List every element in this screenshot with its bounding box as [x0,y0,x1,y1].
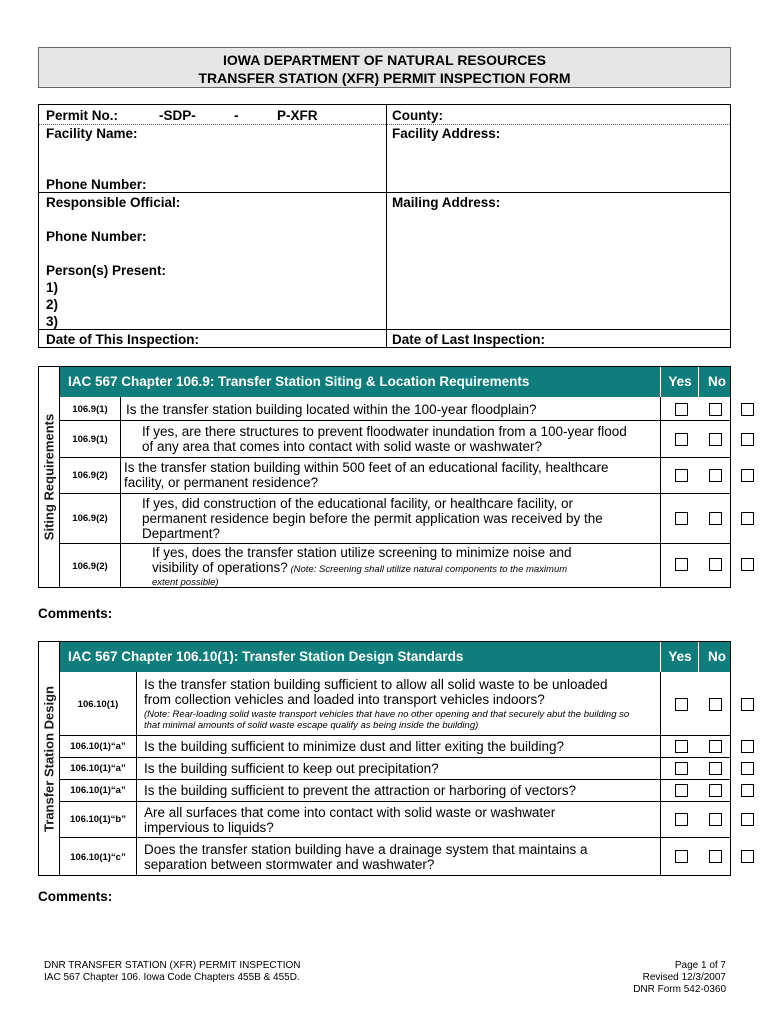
permit-no-label: Permit No.: [46,108,119,123]
question-text: Is the transfer station building within 500 feet of an educational facility, healthcare facility, or permanent residence? [124,460,609,490]
no-checkbox[interactable] [709,698,722,711]
row-question [144,674,634,734]
yes-checkbox[interactable] [675,762,688,775]
table-row [60,494,730,543]
row-citation: 106.10(1) [77,698,119,710]
na-checkbox[interactable] [741,740,754,753]
permit-pxfr-label: P-XFR [277,108,318,123]
question-text: If yes, did construction of the educational facility, or healthcare facility, or permanent residence begin before the permit application was received by the Department? [142,496,603,541]
question-text: Is the building sufficient to prevent the attraction or harboring of vectors? [144,783,576,798]
design-title: IAC 567 Chapter 106.10(1): Transfer Station Design Standards [68,649,464,664]
design-header [60,642,760,672]
table-row [60,399,730,419]
yes-checkbox[interactable] [675,698,688,711]
question-text: If yes, does the transfer station utilize screening to minimize noise and [152,544,572,560]
question-text: Is the transfer station building sufficient to allow all solid waste to be unloaded from collection vehicles and loaded into transport vehicles indoors? [144,677,608,707]
question-text: Is the building sufficient to keep out precipitation? [144,761,439,776]
yes-checkbox[interactable] [675,403,688,416]
official-phone-label: Phone Number: [46,229,147,244]
no-header: No [708,374,726,389]
divider [39,192,387,193]
mailing-address-label: Mailing Address: [392,195,501,210]
row-question [144,802,600,837]
row-question [144,780,634,801]
facility-info-box [38,104,731,348]
siting-side-text: Siting Requirements [41,413,57,541]
row-question [144,736,634,757]
row-citation: 106.9(1) [72,433,108,445]
table-row [60,544,730,588]
comments-label: Comments: [38,889,113,904]
na-checkbox[interactable] [741,512,754,525]
na-header: NA [740,649,760,664]
info-right-column [387,105,730,347]
design-side-label [38,641,59,876]
row-question [124,458,610,492]
question-note: (Note: Rear-loading solid waste transport vehicles that have no other opening and that securely abut the building so that minimal amounts of solid waste escape qualify as being inside the building) [144,709,630,731]
yes-checkbox[interactable] [675,469,688,482]
na-checkbox[interactable] [741,850,754,863]
header-divider [660,367,661,397]
table-row [60,736,730,757]
county-label: County: [392,108,443,123]
na-checkbox[interactable] [741,762,754,775]
row-citation: 106.9(2) [72,560,108,572]
date-last-inspection-label: Date of Last Inspection: [392,332,546,347]
footer-left [44,960,301,984]
question-text: visibility of operations? [152,559,288,575]
table-row [60,758,730,779]
siting-side-label [38,366,59,588]
question-text: Are all surfaces that come into contact with solid waste or washwater impervious to liquids? [144,804,556,835]
divider [387,124,730,125]
comments-label: Comments: [38,606,113,621]
design-table [59,641,760,876]
footer-right [633,960,726,996]
table-row [60,674,730,734]
row-citation: 106.9(2) [72,469,108,481]
header-divider [698,642,699,672]
form-title [38,47,731,88]
yes-header: Yes [668,649,692,664]
row-citation: 106.9(2) [72,513,108,524]
row-citation: 106.10(1)“c” [70,851,126,863]
na-checkbox[interactable] [741,433,754,446]
title-line-2: TRANSFER STATION (XFR) PERMIT INSPECTION FORM [198,70,571,86]
responsible-official-label: Responsible Official: [46,195,181,210]
siting-table [59,366,760,588]
footer-form-name: DNR TRANSFER STATION (XFR) PERMIT INSPECTION [44,960,301,971]
table-row [60,780,730,801]
na-checkbox[interactable] [741,469,754,482]
form-number: DNR Form 542-0360 [633,984,726,995]
facility-address-label: Facility Address: [392,126,501,141]
table-row [60,458,730,492]
table-row [60,421,730,457]
siting-title: IAC 567 Chapter 106.9: Transfer Station Siting & Location Requirements [68,374,530,389]
revised-date: Revised 12/3/2007 [642,972,726,983]
title-line-1: IOWA DEPARTMENT OF NATURAL RESOURCES [222,52,547,68]
no-checkbox[interactable] [709,469,722,482]
na-checkbox[interactable] [741,784,754,797]
na-checkbox[interactable] [741,698,754,711]
person-2-label: 2) [46,297,59,312]
row-question [142,421,634,457]
table-row [60,802,730,837]
person-1-label: 1) [46,280,59,295]
yes-checkbox[interactable] [675,558,688,571]
info-left-column [39,105,387,347]
no-header: No [708,649,726,664]
no-checkbox[interactable] [709,762,722,775]
na-checkbox[interactable] [741,558,754,571]
row-question [152,544,634,588]
footer-citation: IAC 567 Chapter 106. Iowa Code Chapters 455B & 455D. [44,972,300,983]
table-row [60,838,730,876]
no-checkbox[interactable] [709,433,722,446]
no-checkbox[interactable] [709,403,722,416]
design-side-text: Transfer Station Design [41,685,57,832]
yes-checkbox[interactable] [675,850,688,863]
no-checkbox[interactable] [709,850,722,863]
row-question [144,758,634,779]
permit-sdp-label: -SDP- [159,108,196,123]
yes-checkbox[interactable] [675,512,688,525]
yes-checkbox[interactable] [675,433,688,446]
permit-dash-label: - [234,108,239,123]
row-citation: 106.10(1)“a” [70,741,126,752]
no-checkbox[interactable] [709,813,722,826]
no-checkbox[interactable] [709,784,722,797]
question-text: Does the transfer station building have a drainage system that maintains a separation between stormwater and washwater? [144,842,588,872]
header-divider [660,642,661,672]
no-checkbox[interactable] [709,512,722,525]
row-question [144,838,620,876]
siting-header [60,367,760,397]
date-this-inspection-label: Date of This Inspection: [46,332,200,347]
no-checkbox[interactable] [709,558,722,571]
row-citation: 106.10(1)“a” [70,763,126,774]
question-text: Is the transfer station building located within the 100-year floodplain? [126,401,537,417]
yes-checkbox[interactable] [675,784,688,797]
phone-number-label: Phone Number: [46,177,147,192]
row-citation: 106.10(1)“a” [70,785,126,796]
divider [39,329,730,330]
row-question [126,399,634,419]
yes-checkbox[interactable] [675,740,688,753]
design-section [38,641,760,876]
divider [387,192,730,193]
facility-name-label: Facility Name: [46,126,138,141]
row-question [142,494,634,543]
yes-header: Yes [668,374,692,389]
no-checkbox[interactable] [709,740,722,753]
row-citation: 106.9(1) [72,403,108,415]
siting-section [38,366,760,588]
question-note: (Note: Screening shall utilize natural components to the maximum [287,563,568,575]
question-text: Is the building sufficient to minimize dust and litter exiting the building? [144,739,564,754]
yes-checkbox[interactable] [675,813,688,826]
header-divider [698,367,699,397]
na-header: NA [740,374,760,389]
persons-present-label: Person(s) Present: [46,263,167,278]
question-note: extent possible) [152,576,219,588]
row-citation: 106.10(1)“b” [70,814,126,825]
na-checkbox[interactable] [741,813,754,826]
divider [39,124,386,125]
page-number: Page 1 of 7 [674,960,726,971]
person-3-label: 3) [46,314,59,329]
question-text: If yes, are there structures to prevent floodwater inundation from a 100-year flood of any area that comes into contact with solid waste or washwater? [142,424,627,454]
na-checkbox[interactable] [741,403,754,416]
